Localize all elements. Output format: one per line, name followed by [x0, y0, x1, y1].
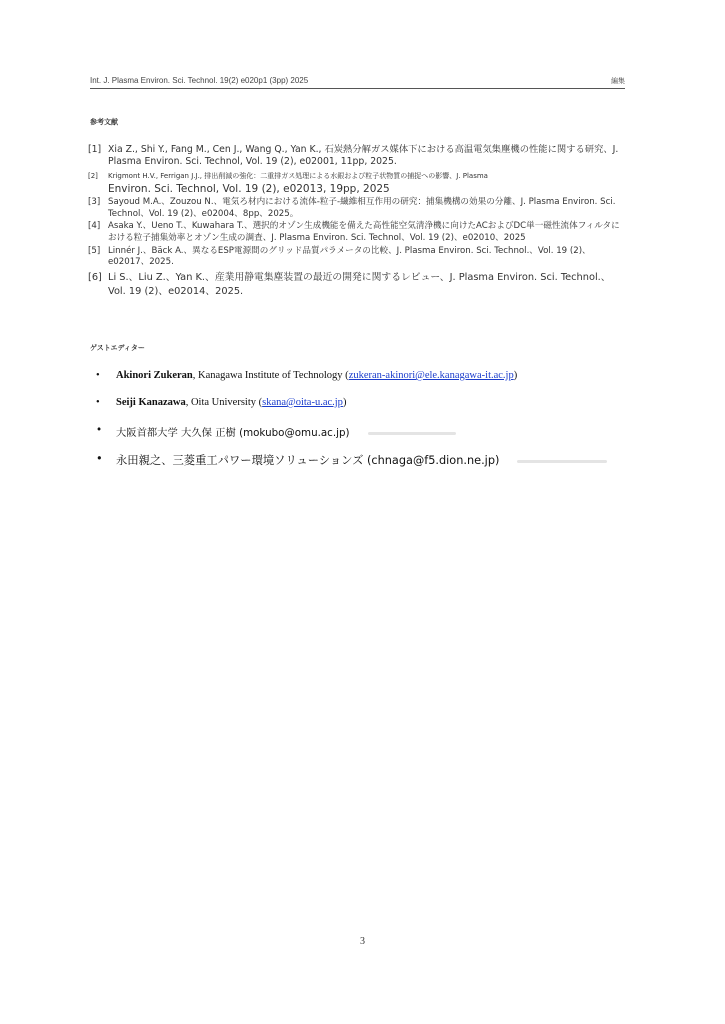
editor-entry: 永田親之、三菱重工パワー環境ソリューションズ (chnaga@f5.dion.ne.jp): [116, 454, 500, 467]
page-number: 3: [360, 936, 365, 947]
paren-close: ): [342, 397, 347, 408]
reference-item: [88, 171, 628, 196]
reference-number: [1]: [88, 144, 102, 155]
editor-email-link[interactable]: zukeran-akinori@ele.kanagawa-it.ac.jp: [348, 370, 514, 381]
reference-number: [3]: [88, 197, 101, 207]
editor-name: Akinori Zukeran: [116, 370, 193, 381]
reference-number: [4]: [88, 221, 101, 231]
reference-text: Xia Z., Shi Y., Fang M., Cen J., Wang Q., Yan K., 石炭熱分解ガス媒体下における高温電気集塵機の性能に関する研究、J. Plasma Environ. Sci. Technol, Vol. 19 (2), e02001, 11pp, 2025.: [108, 144, 619, 167]
bullet-icon: •: [96, 397, 100, 408]
guest-editor-item: [96, 424, 456, 439]
editor-affiliation: , Oita University (: [185, 397, 263, 408]
guest-editor-item: [96, 452, 607, 468]
running-header: [90, 76, 625, 89]
bullet-icon: •: [96, 452, 103, 465]
reference-number: [2]: [88, 172, 98, 180]
redaction-mark: [517, 460, 607, 463]
reference-item: [88, 271, 628, 299]
reference-text: Krigmont H.V., Ferrigan J.J., 排出削減の強化：二重排ガス処理による水銀および粒子状物質の捕捉への影響、J. Plasma: [108, 172, 488, 180]
bullet-icon: •: [96, 370, 100, 381]
reference-number: [5]: [88, 245, 101, 256]
reference-item: [88, 246, 628, 269]
reference-text: Linnér J.、Bäck A.、異なるESP電源間のグリッド品質パラメータの比較、J. Plasma Environ. Sci. Technol.、Vol. 19 (2)、e02017、2025.: [108, 245, 591, 268]
reference-item: [88, 144, 628, 168]
editor-email-link[interactable]: skana@oita-u.ac.jp: [262, 397, 343, 408]
reference-item: [88, 197, 628, 220]
reference-item: [88, 221, 628, 245]
editor-entry: 大阪首都大学 大久保 正樹 (mokubo@omu.ac.jp): [116, 427, 350, 439]
journal-citation: Int. J. Plasma Environ. Sci. Technol. 19(2) e020p1 (3pp) 2025: [90, 76, 309, 85]
reference-text: Asaka Y.、Ueno T.、Kuwahara T.、選択的オゾン生成機能を備えた高性能空気清浄機に向けたACおよびDC単一磁性流体フィルタにおける粒子捕集効率とオゾン生成の調査、J. Plasma Environ. Sci. Technol、Vol. 19 (2)、e02010、2025: [108, 221, 620, 243]
references-heading: 参考文献: [90, 118, 118, 126]
paren-close: ): [513, 370, 518, 381]
guest-editor-item: [96, 370, 517, 381]
reference-text: Sayoud M.A.、Zouzou N.、電気ろ材内における流体-粒子-繊維相互作用の研究：捕集機構の効果の分離、J. Plasma Environ. Sci. Technol、Vol. 19 (2)、e02004、8pp、2025。: [108, 197, 616, 219]
guest-editors-heading: ゲストエディター: [90, 344, 145, 352]
reference-text: Li S.、Liu Z.、Yan K.、産業用静電集塵装置の最近の開発に関するレビュー、J. Plasma Environ. Sci. Technol.、Vol. 19 (2)、e02014、2025.: [108, 271, 611, 297]
reference-number: [6]: [88, 271, 102, 283]
bullet-icon: •: [96, 424, 103, 436]
redaction-mark: [368, 432, 456, 435]
guest-editor-item: [96, 397, 346, 408]
reference-text-continued: Environ. Sci. Technol, Vol. 19 (2), e02013, 19pp, 2025: [108, 183, 390, 195]
editor-name: Seiji Kanazawa: [116, 397, 186, 408]
editor-affiliation: , Kanagawa Institute of Technology (: [192, 370, 349, 381]
reference-list: [88, 144, 628, 299]
article-category: 編集: [611, 78, 625, 85]
